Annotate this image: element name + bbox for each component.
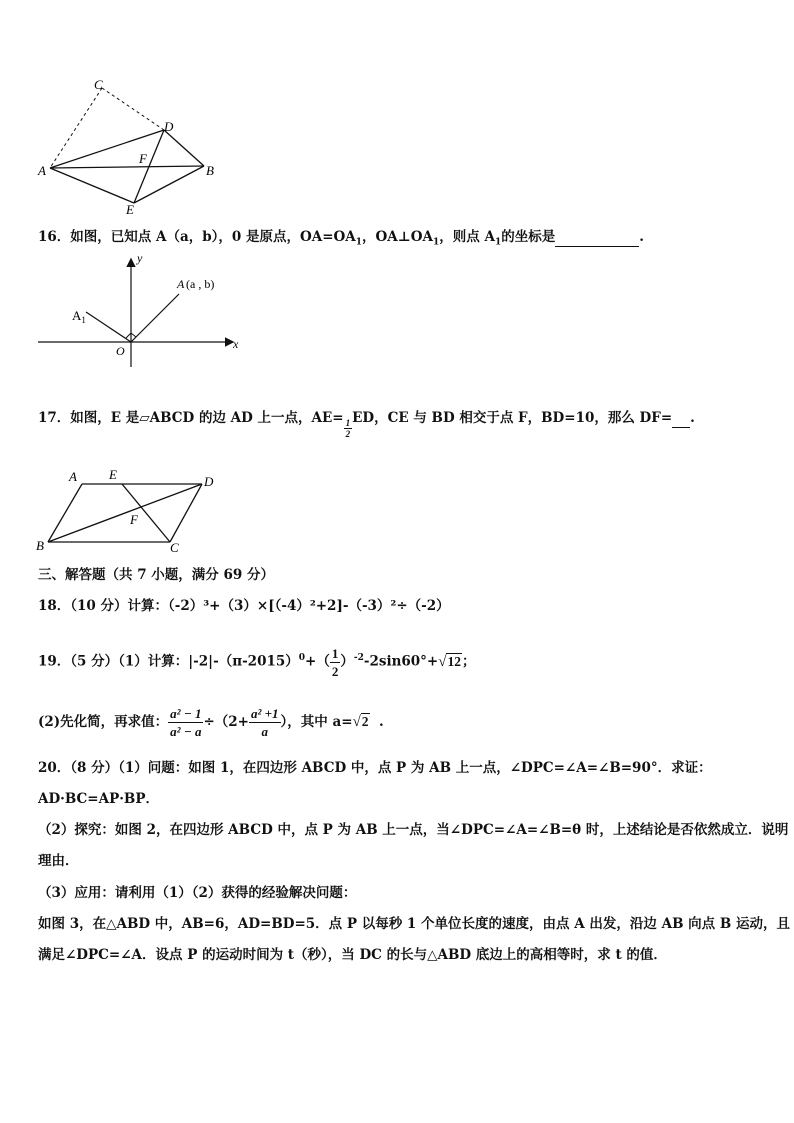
label-c: C [170,540,179,555]
q17-frac-num: 1 [345,418,351,428]
question-20-line3: （2）探究：如图 2，在四边形 ABCD 中，点 P 为 AB 上一点，当∠DPC=∠A=∠B=θ 时，上述结论是否依然成立．说明 [38,822,789,838]
label-d: D [164,119,174,134]
q19-sqrt12: √12 [438,653,461,670]
q19-part2-before: (2)先化简，再求值： [38,714,169,730]
q19-sqrt12-radicand: 12 [447,653,461,669]
q19-part2-end: . [378,714,384,730]
q16-text-before: 16．如图，已知点 A（a，b），0 是原点，OA=OA [38,229,356,245]
q17-fraction [344,418,353,439]
segment-cd [102,88,164,130]
question-20-line2: AD·BC=AP·BP． [38,791,159,807]
label-f: F [139,151,147,166]
q17-text-before: 17．如图，E 是▱ABCD 的边 AD 上一点，AE= [38,410,344,426]
label-f: F [130,512,138,527]
q16-sub3: 1 [494,237,502,248]
q17-text-after: ED，CE 与 BD 相交于点 F，BD=10，那么 DF= [352,410,673,426]
label-a: A [69,469,77,484]
segment-ca [50,88,102,168]
question-19-part1 [38,640,475,680]
question-16 [38,228,644,252]
q16-text-after: 的坐标是 [501,229,556,245]
segment-dc [170,484,202,542]
q19-f2-num: a² +1 [250,706,279,721]
question-20-line5: （3）应用：请利用（1）（2）获得的经验解决问题： [38,885,357,901]
q16-text-end: . [639,229,644,245]
figure-q15 [36,76,226,221]
label-a: A [38,163,46,178]
label-a: A [177,277,185,291]
label-c: C [94,77,103,92]
label-o: O [116,344,125,358]
q19-part2-after: ），其中 a= [280,714,353,730]
q17-answer-blank[interactable] [672,409,690,428]
question-20-line1: 20．（8 分）（1）问题：如图 1，在四边形 ABCD 中，点 P 为 AB 上一点，∠DPC=∠A=∠B=90°．求证： [38,760,712,776]
segment-db [164,130,204,166]
q19-fraction-1 [168,705,203,740]
q19-plus: +（ [305,653,330,670]
segment-oa [131,294,179,342]
segment-ae [50,168,134,203]
segment-bd [48,484,202,542]
label-b: B [206,163,214,178]
q16-sub2: 1 [432,237,440,248]
q17-frac-den: 2 [345,429,351,439]
q19-part2-div: ÷（2+ [203,714,249,730]
q19-part1-before: 19．（5 分）（1）计算：|-2|-（π-2015） [38,653,299,670]
q19-close: ） [340,653,354,670]
q19-sqrt2: √2 [352,714,369,730]
q19-half-fraction [330,645,341,680]
q16-text-mid: ，OA⊥OA [362,229,433,245]
label-a-coords: (a , b) [186,277,215,291]
q19-f1-den: a² − a [170,724,202,739]
label-e: E [126,202,134,217]
q19-exp-neg2: -2 [353,653,364,663]
question-17 [38,408,695,439]
q19-f1-num: a² − 1 [170,706,202,721]
label-d: D [204,474,214,489]
label-y: y [137,252,143,265]
question-20-line6: 如图 3，在△ABD 中，AB=6，AD=BD=5．点 P 以每秒 1 个单位长度的速度，由点 A 出发，沿边 AB 向点 B 运动，且 [38,916,790,932]
q16-sub1: 1 [355,237,363,248]
label-e: E [109,467,117,482]
question-18: 18．（10 分）计算：（-2）³+（3）×[（-4）²+2]-（-3）²÷（-2） [38,598,450,614]
q19-half-den: 2 [331,663,339,679]
label-x: x [233,337,239,351]
q19-part1-end: ； [461,653,476,670]
q16-text-mid2: ，则点 A [439,229,495,245]
segment-eb [134,166,204,203]
label-a1: $A_1$ [72,308,86,325]
q19-sqrt2-radicand: 2 [361,714,369,729]
q17-text-end: . [690,410,695,426]
q19-f2-den: a [261,724,269,739]
figure-q16 [34,252,254,372]
label-b: B [36,538,44,553]
q19-half-num: 1 [331,645,339,661]
q19-part1-after: -2sin60°+ [363,653,439,670]
q19-exp0: 0 [298,653,306,663]
segment-oa1 [86,312,131,342]
section-3-heading: 三、解答题（共 7 小题，满分 69 分） [38,567,274,583]
question-20-line7: 满足∠DPC=∠A．设点 P 的运动时间为 t（秒），当 DC 的长与△ABD 底边上的高相等时，求 t 的值． [38,947,667,963]
figure-q17 [34,464,224,556]
question-20-line4: 理由． [38,853,79,869]
q19-fraction-2 [249,705,281,740]
q16-answer-blank[interactable] [555,228,639,247]
segment-ab [50,166,204,168]
segment-ab [48,484,82,542]
question-19-part2 [38,700,384,744]
